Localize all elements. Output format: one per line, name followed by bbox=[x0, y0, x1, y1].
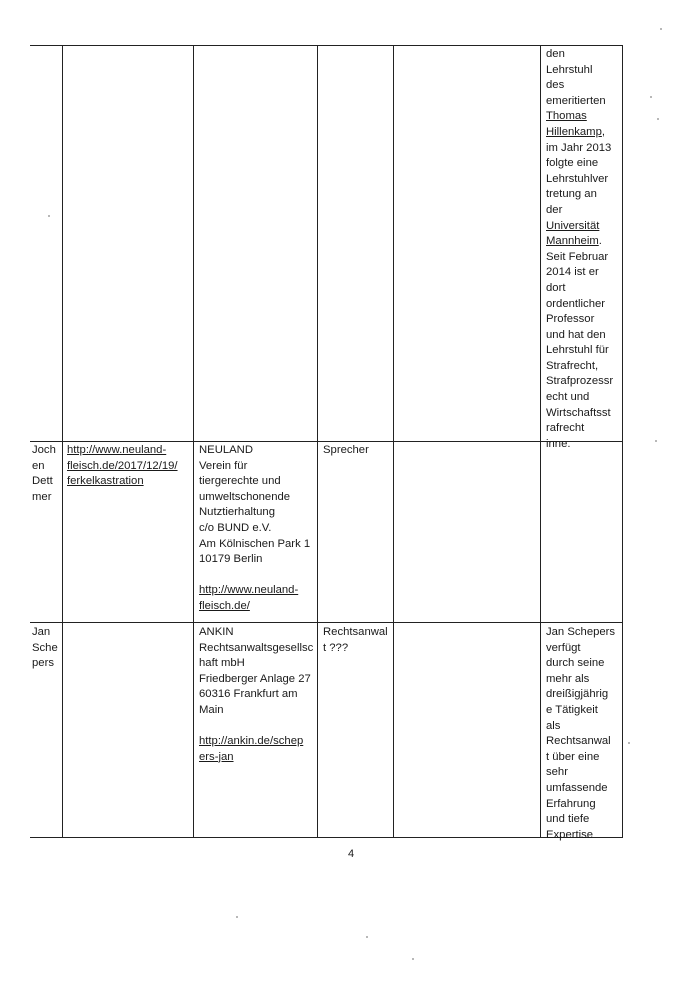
column-divider bbox=[393, 45, 394, 837]
scan-speck bbox=[655, 440, 657, 442]
table-top-border bbox=[30, 45, 623, 46]
scan-speck bbox=[366, 936, 368, 938]
scan-speck bbox=[657, 118, 659, 120]
scan-speck bbox=[48, 215, 50, 217]
table-cell-role: Rechtsanwal t ??? bbox=[323, 626, 388, 654]
table-cell-organization bbox=[199, 625, 317, 765]
table-cell-remarks: Jan Schepers verfügt durch seine mehr als dreißigjährig e Tätigkeit als Rechtsanwal t über eine sehr umfassende Erfahrung und tiefe Expertise bbox=[546, 626, 616, 841]
column-divider bbox=[193, 45, 194, 837]
organization-address: NEULAND Verein für tiergerechte und umweltschonende Nutztierhaltung c/o BUND e.V. Am Kölnischen Park 1 10179 Berlin bbox=[199, 444, 311, 566]
scan-speck bbox=[412, 958, 414, 960]
cell-text: den Lehrstuhl des emeritierten bbox=[546, 48, 606, 107]
universitaet-mannheim-link[interactable]: Universität Mannheim bbox=[546, 219, 600, 248]
table-right-border bbox=[622, 45, 623, 837]
organization-address: ANKIN Rechtsanwaltsgesellsc haft mbH Friedberger Anlage 27 60316 Frankfurt am Main bbox=[199, 626, 314, 716]
cell-text: . Seit Februar 2014 ist er dort ordentlicher Professor und hat den Lehrstuhl für Strafrecht, Strafprozessr echt und Wirtschaftsst rafrecht inne. bbox=[546, 235, 614, 450]
column-divider bbox=[540, 45, 541, 837]
table-bottom-border bbox=[30, 837, 623, 838]
thomas-hillenkamp-link[interactable]: Thomas Hillenkamp bbox=[546, 110, 602, 138]
organization-website-link[interactable]: http://ankin.de/schep ers-jan bbox=[199, 735, 304, 763]
scan-speck bbox=[660, 28, 662, 30]
table-cell-organization bbox=[199, 443, 317, 615]
scan-speck bbox=[628, 742, 630, 744]
column-divider bbox=[62, 45, 63, 837]
table-cell-name: Jan Sche pers bbox=[32, 626, 58, 670]
organization-website-link[interactable]: http://www.neuland- fleisch.de/ bbox=[199, 584, 299, 612]
source-url-link[interactable]: http://www.neuland- fleisch.de/2017/12/19/ ferkelkastration bbox=[67, 444, 178, 488]
page-number: 4 bbox=[348, 848, 355, 860]
table-cell-role: Sprecher bbox=[323, 444, 369, 456]
table-cell-name: Joch en Dett mer bbox=[32, 444, 56, 503]
column-divider bbox=[317, 45, 318, 837]
scan-speck bbox=[650, 96, 652, 98]
row-divider bbox=[30, 441, 623, 442]
cell-text: , im Jahr 2013 folgte eine Lehrstuhlver tretung an der bbox=[546, 125, 612, 216]
table-cell-remarks bbox=[546, 47, 622, 452]
row-divider bbox=[30, 622, 623, 623]
scan-speck bbox=[236, 916, 238, 918]
